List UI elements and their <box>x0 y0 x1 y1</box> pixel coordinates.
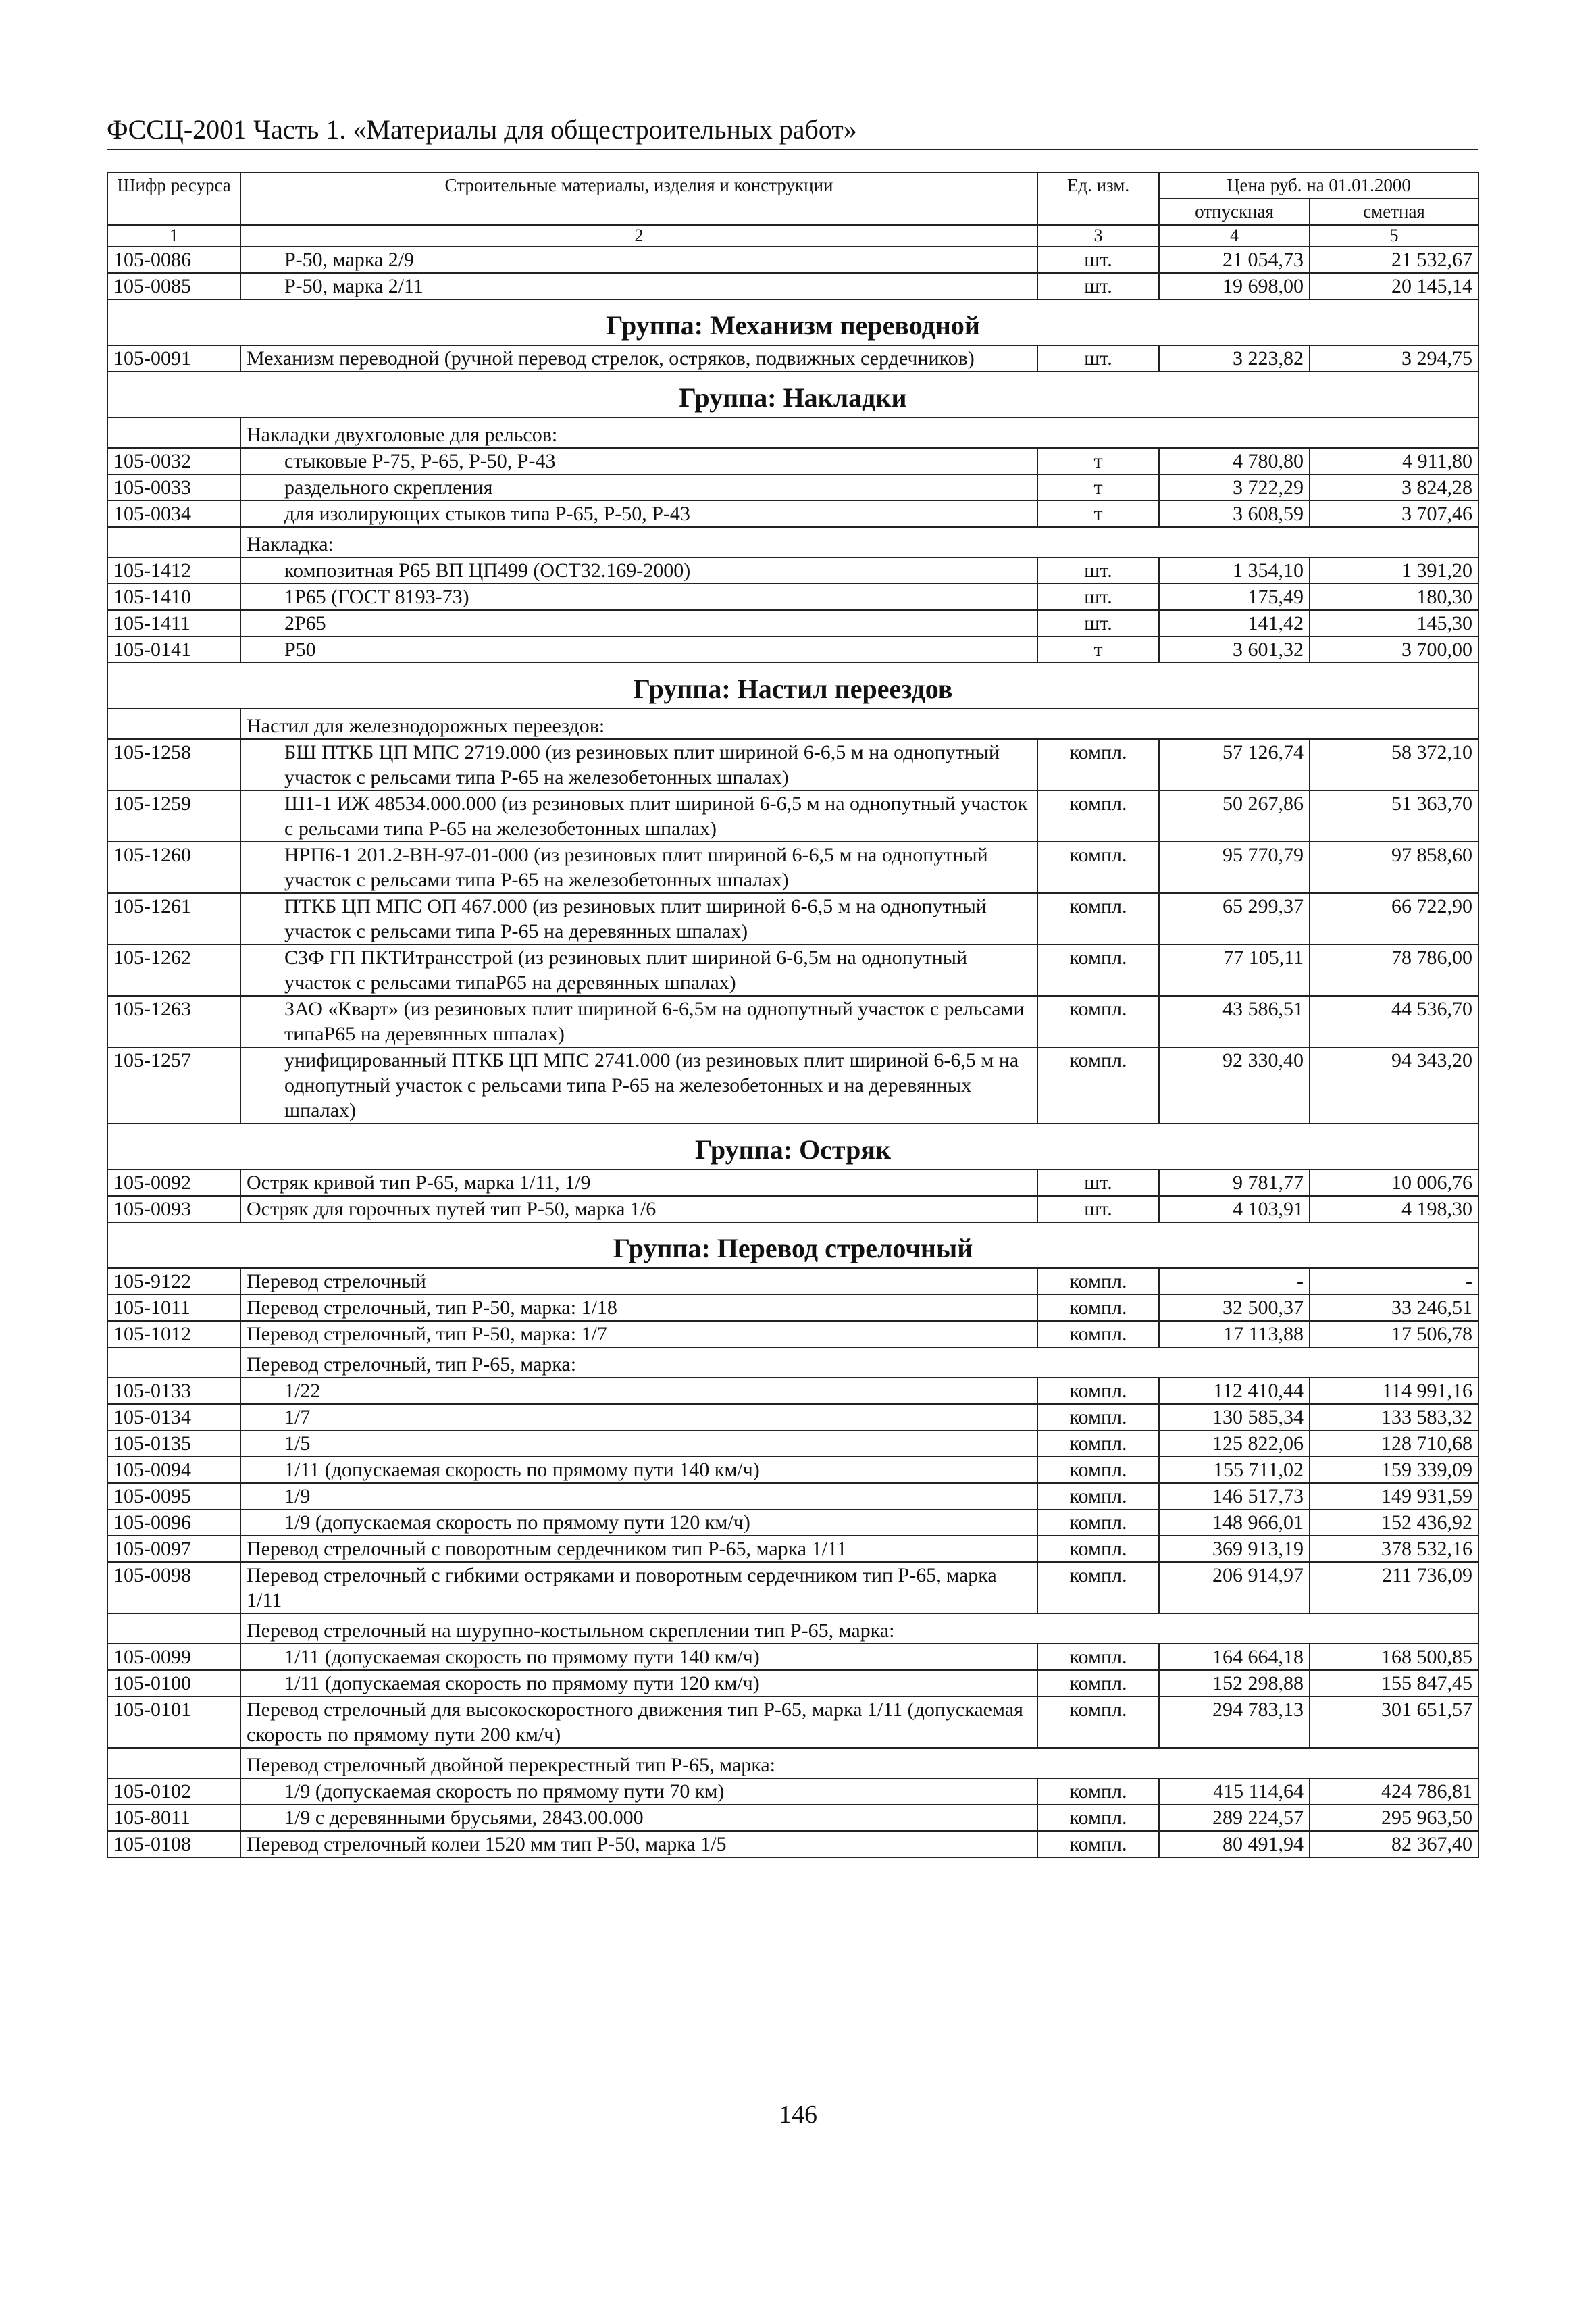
material-name: Перевод стрелочный с поворотным сердечником тип Р-65, марка 1/11 <box>240 1536 1037 1562</box>
resource-code: 105-0108 <box>107 1831 240 1857</box>
unit-cell: компл. <box>1037 1670 1159 1696</box>
table-row <box>107 1696 1478 1748</box>
subheader-label: Перевод стрелочный на шурупно-костыльном скреплении тип Р-65, марка: <box>240 1613 1478 1644</box>
group-header-row <box>107 663 1478 709</box>
group-header-row <box>107 299 1478 345</box>
price-release: 3 722,29 <box>1159 474 1310 501</box>
material-name: Перевод стрелочный, тип Р-50, марка: 1/18 <box>240 1294 1037 1321</box>
column-number: 5 <box>1310 225 1478 247</box>
price-estimate: 159 339,09 <box>1310 1457 1478 1483</box>
unit-cell: шт. <box>1037 1169 1159 1196</box>
subheader-label: Накладки двухголовые для рельсов: <box>240 418 1478 448</box>
price-release: 415 114,64 <box>1159 1778 1310 1805</box>
price-release: 65 299,37 <box>1159 893 1310 945</box>
subheader-row <box>107 418 1478 448</box>
unit-cell: компл. <box>1037 1509 1159 1536</box>
price-estimate: 152 436,92 <box>1310 1509 1478 1536</box>
price-release: 4 103,91 <box>1159 1196 1310 1222</box>
material-name: 1/11 (допускаемая скорость по прямому пути 140 км/ч) <box>240 1457 1037 1483</box>
material-name: ЗАО «Кварт» (из резиновых плит шириной 6-6,5м на однопутный участок с рельсами типаР65 на деревянных шпалах) <box>240 996 1037 1047</box>
price-estimate: 301 651,57 <box>1310 1696 1478 1748</box>
price-estimate: 4 911,80 <box>1310 448 1478 474</box>
material-name: 1/5 <box>240 1430 1037 1457</box>
material-name: 1/7 <box>240 1404 1037 1430</box>
price-estimate: 424 786,81 <box>1310 1778 1478 1805</box>
price-estimate: - <box>1310 1268 1478 1294</box>
unit-cell: шт. <box>1037 247 1159 273</box>
price-release: 155 711,02 <box>1159 1457 1310 1483</box>
material-name: Перевод стрелочный для высокоскоростного движения тип Р-65, марка 1/11 (допускаемая скорость по прямому пути 200 км/ч) <box>240 1696 1037 1748</box>
price-estimate: 3 700,00 <box>1310 636 1478 663</box>
material-name: композитная Р65 ВП ЦП499 (ОСТ32.169-2000) <box>240 557 1037 584</box>
column-number: 4 <box>1159 225 1310 247</box>
material-name: Остряк для горочных путей тип Р-50, марка 1/6 <box>240 1196 1037 1222</box>
subheader-label: Накладка: <box>240 527 1478 557</box>
price-estimate: 145,30 <box>1310 610 1478 636</box>
resource-code: 105-0033 <box>107 474 240 501</box>
subheader-row <box>107 1347 1478 1378</box>
resource-code: 105-0034 <box>107 501 240 527</box>
price-release: 3 608,59 <box>1159 501 1310 527</box>
resource-code: 105-1262 <box>107 945 240 996</box>
resource-code: 105-1263 <box>107 996 240 1047</box>
price-estimate: 1 391,20 <box>1310 557 1478 584</box>
table-row <box>107 1670 1478 1696</box>
price-release: 17 113,88 <box>1159 1321 1310 1347</box>
price-release: 21 054,73 <box>1159 247 1310 273</box>
header-price: Цена руб. на 01.01.2000 <box>1159 172 1478 199</box>
group-header-row <box>107 1222 1478 1268</box>
unit-cell: компл. <box>1037 996 1159 1047</box>
unit-cell: компл. <box>1037 842 1159 893</box>
resource-code: 105-0134 <box>107 1404 240 1430</box>
price-estimate: 3 707,46 <box>1310 501 1478 527</box>
table-row <box>107 474 1478 501</box>
unit-cell: т <box>1037 448 1159 474</box>
price-estimate: 180,30 <box>1310 584 1478 610</box>
unit-cell: компл. <box>1037 893 1159 945</box>
material-name: унифицированный ПТКБ ЦП МПС 2741.000 (из резиновых плит шириной 6-6,5 м на однопутный участок с рельсами типа Р-65 на железобетонных и на деревянных шпалах) <box>240 1047 1037 1124</box>
price-release: 57 126,74 <box>1159 739 1310 790</box>
unit-cell: компл. <box>1037 1778 1159 1805</box>
resource-code: 105-0098 <box>107 1562 240 1613</box>
price-release: 141,42 <box>1159 610 1310 636</box>
price-release: 146 517,73 <box>1159 1483 1310 1509</box>
table-row <box>107 1831 1478 1857</box>
unit-cell: компл. <box>1037 1644 1159 1670</box>
price-estimate: 3 824,28 <box>1310 474 1478 501</box>
price-release: 3 601,32 <box>1159 636 1310 663</box>
table-row <box>107 1169 1478 1196</box>
resource-code: 105-1257 <box>107 1047 240 1124</box>
unit-cell: компл. <box>1037 1268 1159 1294</box>
material-name: 1Р65 (ГОСТ 8193-73) <box>240 584 1037 610</box>
price-estimate: 128 710,68 <box>1310 1430 1478 1457</box>
price-estimate: 378 532,16 <box>1310 1536 1478 1562</box>
table-body <box>107 247 1478 1857</box>
material-name: Р50 <box>240 636 1037 663</box>
unit-cell: компл. <box>1037 1321 1159 1347</box>
subheader-label: Перевод стрелочный, тип Р-65, марка: <box>240 1347 1478 1378</box>
subheader-label: Настил для железнодорожных переездов: <box>240 709 1478 739</box>
empty-cell <box>107 1748 240 1778</box>
subheader-row <box>107 1613 1478 1644</box>
unit-cell: компл. <box>1037 790 1159 842</box>
table-row <box>107 636 1478 663</box>
resource-code: 105-0101 <box>107 1696 240 1748</box>
column-number: 2 <box>240 225 1037 247</box>
resource-code: 105-0095 <box>107 1483 240 1509</box>
material-name: 1/22 <box>240 1378 1037 1404</box>
price-estimate: 3 294,75 <box>1310 345 1478 372</box>
resource-code: 105-1012 <box>107 1321 240 1347</box>
table-row <box>107 501 1478 527</box>
resource-code: 105-0091 <box>107 345 240 372</box>
unit-cell: шт. <box>1037 557 1159 584</box>
group-title: Группа: Остряк <box>107 1124 1478 1169</box>
resource-code: 105-0085 <box>107 273 240 299</box>
group-title: Группа: Механизм переводной <box>107 299 1478 345</box>
price-release: 4 780,80 <box>1159 448 1310 474</box>
material-name: Р-50, марка 2/9 <box>240 247 1037 273</box>
material-name: БШ ПТКБ ЦП МПС 2719.000 (из резиновых плит шириной 6-6,5 м на однопутный участок с рельсами типа Р-65 на железобетонных шпалах) <box>240 739 1037 790</box>
resource-code: 105-1260 <box>107 842 240 893</box>
header-code: Шифр ресурса <box>107 172 240 225</box>
empty-cell <box>107 527 240 557</box>
material-name: 1/9 (допускаемая скорость по прямому пути 120 км/ч) <box>240 1509 1037 1536</box>
unit-cell: компл. <box>1037 1430 1159 1457</box>
unit-cell: компл. <box>1037 1696 1159 1748</box>
resource-code: 105-0102 <box>107 1778 240 1805</box>
price-estimate: 114 991,16 <box>1310 1378 1478 1404</box>
subheader-label: Перевод стрелочный двойной перекрестный тип Р-65, марка: <box>240 1748 1478 1778</box>
price-estimate: 295 963,50 <box>1310 1805 1478 1831</box>
price-release: 289 224,57 <box>1159 1805 1310 1831</box>
price-release: 369 913,19 <box>1159 1536 1310 1562</box>
price-release: 175,49 <box>1159 584 1310 610</box>
group-title: Группа: Перевод стрелочный <box>107 1222 1478 1268</box>
resource-code: 105-0133 <box>107 1378 240 1404</box>
group-title: Группа: Настил переездов <box>107 663 1478 709</box>
resource-code: 105-1261 <box>107 893 240 945</box>
resource-code: 105-1258 <box>107 739 240 790</box>
table-row <box>107 1778 1478 1805</box>
unit-cell: компл. <box>1037 1536 1159 1562</box>
material-name: раздельного скрепления <box>240 474 1037 501</box>
unit-cell: т <box>1037 501 1159 527</box>
material-name: Перевод стрелочный, тип Р-50, марка: 1/7 <box>240 1321 1037 1347</box>
material-name: 1/9 (допускаемая скорость по прямому пути 70 км) <box>240 1778 1037 1805</box>
resource-code: 105-8011 <box>107 1805 240 1831</box>
empty-cell <box>107 1613 240 1644</box>
resource-code: 105-0100 <box>107 1670 240 1696</box>
material-name: Механизм переводной (ручной перевод стрелок, остряков, подвижных сердечников) <box>240 345 1037 372</box>
table-row <box>107 610 1478 636</box>
price-estimate: 149 931,59 <box>1310 1483 1478 1509</box>
table-row <box>107 345 1478 372</box>
price-release: 32 500,37 <box>1159 1294 1310 1321</box>
material-name: ПТКБ ЦП МПС ОП 467.000 (из резиновых плит шириной 6-6,5 м на однопутный участок с рельсами типа Р-65 на деревянных шпалах) <box>240 893 1037 945</box>
resource-code: 105-1411 <box>107 610 240 636</box>
price-release: 50 267,86 <box>1159 790 1310 842</box>
unit-cell: компл. <box>1037 1404 1159 1430</box>
price-release: - <box>1159 1268 1310 1294</box>
group-header-row <box>107 372 1478 418</box>
price-estimate: 17 506,78 <box>1310 1321 1478 1347</box>
unit-cell: компл. <box>1037 1047 1159 1124</box>
price-estimate: 21 532,67 <box>1310 247 1478 273</box>
empty-cell <box>107 418 240 448</box>
table-row <box>107 557 1478 584</box>
price-release: 19 698,00 <box>1159 273 1310 299</box>
resource-code: 105-0094 <box>107 1457 240 1483</box>
unit-cell: компл. <box>1037 1378 1159 1404</box>
unit-cell: шт. <box>1037 584 1159 610</box>
material-name: 1/9 с деревянными брусьями, 2843.00.000 <box>240 1805 1037 1831</box>
unit-cell: компл. <box>1037 739 1159 790</box>
material-name: Перевод стрелочный с гибкими остряками и поворотным сердечником тип Р-65, марка 1/11 <box>240 1562 1037 1613</box>
resource-code: 105-0141 <box>107 636 240 663</box>
unit-cell: компл. <box>1037 1457 1159 1483</box>
material-name: Перевод стрелочный <box>240 1268 1037 1294</box>
table-row <box>107 1644 1478 1670</box>
table-row <box>107 1378 1478 1404</box>
price-release: 95 770,79 <box>1159 842 1310 893</box>
unit-cell: т <box>1037 636 1159 663</box>
table-row <box>107 273 1478 299</box>
price-estimate: 66 722,90 <box>1310 893 1478 945</box>
unit-cell: шт. <box>1037 610 1159 636</box>
table-row <box>107 1509 1478 1536</box>
material-name: Ш1-1 ИЖ 48534.000.000 (из резиновых плит шириной 6-6,5 м на однопутный участок с рельсами типа Р-65 на железобетонных шпалах) <box>240 790 1037 842</box>
price-estimate: 58 372,10 <box>1310 739 1478 790</box>
table-row <box>107 1805 1478 1831</box>
table-row <box>107 1430 1478 1457</box>
material-name: стыковые Р-75, Р-65, Р-50, Р-43 <box>240 448 1037 474</box>
material-name: Остряк кривой тип Р-65, марка 1/11, 1/9 <box>240 1169 1037 1196</box>
table-row <box>107 1457 1478 1483</box>
unit-cell: компл. <box>1037 945 1159 996</box>
price-release: 92 330,40 <box>1159 1047 1310 1124</box>
price-release: 1 354,10 <box>1159 557 1310 584</box>
unit-cell: шт. <box>1037 273 1159 299</box>
price-estimate: 97 858,60 <box>1310 842 1478 893</box>
material-name: Перевод стрелочный колеи 1520 мм тип Р-50, марка 1/5 <box>240 1831 1037 1857</box>
header-price-release: отпускная <box>1159 199 1310 225</box>
price-release: 3 223,82 <box>1159 345 1310 372</box>
price-estimate: 211 736,09 <box>1310 1562 1478 1613</box>
unit-cell: шт. <box>1037 1196 1159 1222</box>
table-row <box>107 945 1478 996</box>
price-estimate: 10 006,76 <box>1310 1169 1478 1196</box>
table-row <box>107 448 1478 474</box>
material-name: Р-50, марка 2/11 <box>240 273 1037 299</box>
price-release: 125 822,06 <box>1159 1430 1310 1457</box>
unit-cell: компл. <box>1037 1294 1159 1321</box>
resource-code: 105-0097 <box>107 1536 240 1562</box>
table-row <box>107 1268 1478 1294</box>
table-row <box>107 1321 1478 1347</box>
page-header: ФССЦ-2001 Часть 1. «Материалы для общестроительных работ» <box>107 114 1478 150</box>
table-row <box>107 996 1478 1047</box>
resource-code: 105-1412 <box>107 557 240 584</box>
material-name: НРП6-1 201.2-ВН-97-01-000 (из резиновых плит шириной 6-6,5 м на однопутный участок с рельсами типа Р-65 на железобетонных шпалах) <box>240 842 1037 893</box>
price-estimate: 133 583,32 <box>1310 1404 1478 1430</box>
table-row <box>107 1294 1478 1321</box>
price-release: 148 966,01 <box>1159 1509 1310 1536</box>
unit-cell: компл. <box>1037 1805 1159 1831</box>
resource-code: 105-0093 <box>107 1196 240 1222</box>
price-release: 152 298,88 <box>1159 1670 1310 1696</box>
price-estimate: 51 363,70 <box>1310 790 1478 842</box>
material-name: СЗФ ГП ПКТИтрансстрой (из резиновых плит шириной 6-6,5м на однопутный участок с рельсами типаР65 на деревянных шпалах) <box>240 945 1037 996</box>
empty-cell <box>107 709 240 739</box>
price-estimate: 82 367,40 <box>1310 1831 1478 1857</box>
price-release: 43 586,51 <box>1159 996 1310 1047</box>
price-estimate: 20 145,14 <box>1310 273 1478 299</box>
resource-code: 105-0092 <box>107 1169 240 1196</box>
price-estimate: 33 246,51 <box>1310 1294 1478 1321</box>
empty-cell <box>107 1347 240 1378</box>
price-release: 9 781,77 <box>1159 1169 1310 1196</box>
resource-code: 105-0096 <box>107 1509 240 1536</box>
price-release: 80 491,94 <box>1159 1831 1310 1857</box>
price-estimate: 78 786,00 <box>1310 945 1478 996</box>
resource-code: 105-1410 <box>107 584 240 610</box>
page-number: 146 <box>779 2101 817 2129</box>
price-table <box>107 172 1479 1858</box>
table-row <box>107 1404 1478 1430</box>
material-name: 1/11 (допускаемая скорость по прямому пути 120 км/ч) <box>240 1670 1037 1696</box>
price-estimate: 155 847,45 <box>1310 1670 1478 1696</box>
table-row <box>107 247 1478 273</box>
unit-cell: компл. <box>1037 1562 1159 1613</box>
column-number: 1 <box>107 225 240 247</box>
unit-cell: компл. <box>1037 1831 1159 1857</box>
resource-code: 105-0135 <box>107 1430 240 1457</box>
table-row <box>107 739 1478 790</box>
price-release: 112 410,44 <box>1159 1378 1310 1404</box>
column-number: 3 <box>1037 225 1159 247</box>
subheader-row <box>107 1748 1478 1778</box>
price-release: 130 585,34 <box>1159 1404 1310 1430</box>
unit-cell: компл. <box>1037 1483 1159 1509</box>
table-row <box>107 790 1478 842</box>
resource-code: 105-0032 <box>107 448 240 474</box>
header-price-estimate: сметная <box>1310 199 1478 225</box>
material-name: 2Р65 <box>240 610 1037 636</box>
material-name: 1/9 <box>240 1483 1037 1509</box>
resource-code: 105-9122 <box>107 1268 240 1294</box>
table-row <box>107 1196 1478 1222</box>
price-release: 164 664,18 <box>1159 1644 1310 1670</box>
table-row <box>107 893 1478 945</box>
table-row <box>107 1047 1478 1124</box>
price-release: 294 783,13 <box>1159 1696 1310 1748</box>
material-name: 1/11 (допускаемая скорость по прямому пути 140 км/ч) <box>240 1644 1037 1670</box>
subheader-row <box>107 527 1478 557</box>
price-estimate: 94 343,20 <box>1310 1047 1478 1124</box>
table-row <box>107 1536 1478 1562</box>
group-header-row <box>107 1124 1478 1169</box>
price-release: 77 105,11 <box>1159 945 1310 996</box>
resource-code: 105-0086 <box>107 247 240 273</box>
header-name: Строительные материалы, изделия и конструкции <box>240 172 1037 225</box>
resource-code: 105-1011 <box>107 1294 240 1321</box>
table-row <box>107 584 1478 610</box>
table-row <box>107 1562 1478 1613</box>
price-release: 206 914,97 <box>1159 1562 1310 1613</box>
subheader-row <box>107 709 1478 739</box>
resource-code: 105-0099 <box>107 1644 240 1670</box>
header-unit: Ед. изм. <box>1037 172 1159 225</box>
table-row <box>107 1483 1478 1509</box>
unit-cell: шт. <box>1037 345 1159 372</box>
material-name: для изолирующих стыков типа Р-65, Р-50, Р-43 <box>240 501 1037 527</box>
price-estimate: 4 198,30 <box>1310 1196 1478 1222</box>
column-numbers-row <box>107 225 1478 247</box>
price-estimate: 168 500,85 <box>1310 1644 1478 1670</box>
group-title: Группа: Накладки <box>107 372 1478 418</box>
resource-code: 105-1259 <box>107 790 240 842</box>
unit-cell: т <box>1037 474 1159 501</box>
table-row <box>107 842 1478 893</box>
price-estimate: 44 536,70 <box>1310 996 1478 1047</box>
